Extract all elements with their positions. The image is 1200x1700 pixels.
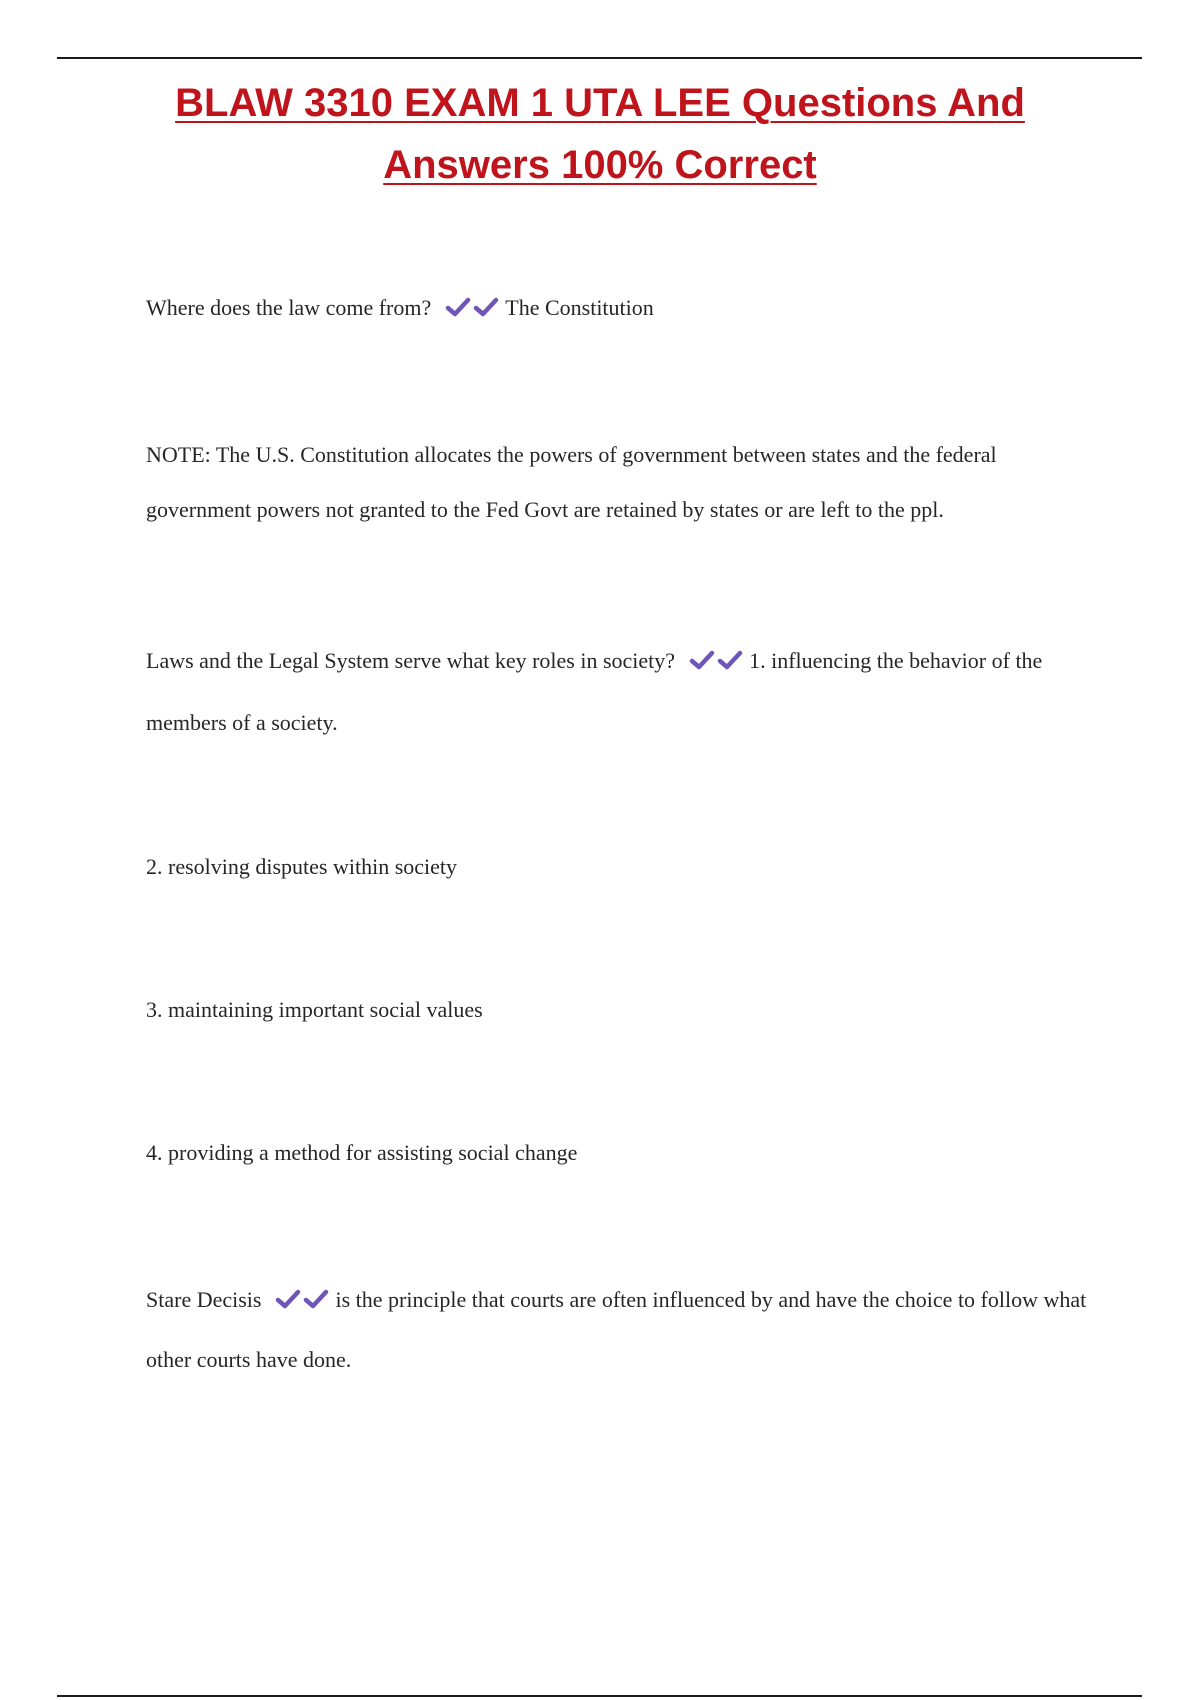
check-icon <box>689 649 717 671</box>
list-item: 2. resolving disputes within society <box>146 854 458 879</box>
list-item: 4. providing a method for assisting social change <box>146 1140 578 1165</box>
check-icon <box>473 296 501 318</box>
check-marks <box>689 630 745 692</box>
qa-item-3 <box>146 1270 1091 1390</box>
check-marks <box>445 279 501 337</box>
title-line-1: BLAW 3310 EXAM 1 UTA LEE Questions And <box>175 81 1025 125</box>
answer-text: The Constitution <box>505 295 654 320</box>
check-marks <box>275 1270 331 1330</box>
bottom-rule <box>57 1695 1142 1697</box>
answer-text: 1. influencing the behavior of the members of a society. <box>146 648 1043 735</box>
top-rule <box>57 57 1142 59</box>
question-text: Stare Decisis <box>146 1287 262 1312</box>
question-text: Where does the law come from? <box>146 295 432 320</box>
check-icon <box>303 1288 331 1310</box>
list-item: 3. maintaining important social values <box>146 997 483 1022</box>
document-title <box>60 72 1140 196</box>
qa-item-2 <box>146 630 1091 754</box>
check-icon <box>275 1288 303 1310</box>
answer-text: is the principle that courts are often influenced by and have the choice to follow what other courts have done. <box>146 1287 1087 1372</box>
title-line-2: Answers 100% Correct <box>383 143 817 187</box>
qa-item-1 <box>146 279 1091 337</box>
check-icon <box>445 296 473 318</box>
question-text: Laws and the Legal System serve what key roles in society? <box>146 648 676 673</box>
note-paragraph: NOTE: The U.S. Constitution allocates the powers of government between states and the federal government powers not granted to the Fed Govt are retained by states or are left to the ppl. <box>146 442 997 522</box>
check-icon <box>717 649 745 671</box>
